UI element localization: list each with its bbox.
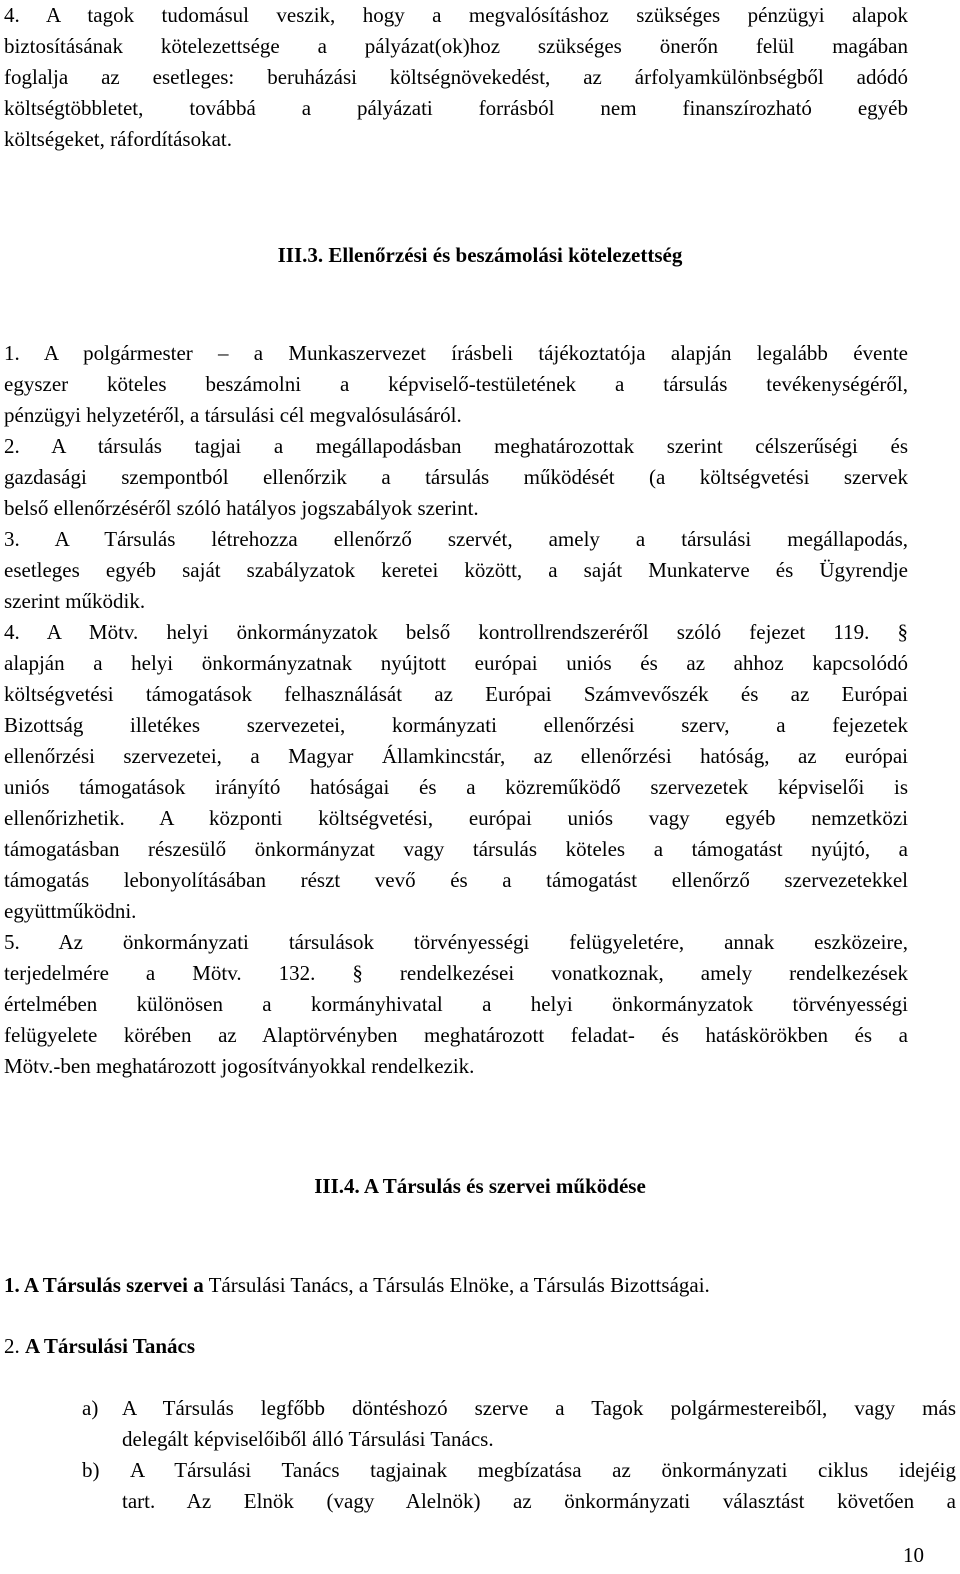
paragraph-line: támogatásban részesülő önkormányzat vagy társulás köteles a támogatást nyújtó, a [4, 837, 908, 861]
paragraph-line: pénzügyi helyzetéről, a társulási cél megvalósulásáról. [4, 403, 462, 427]
paragraph-line: költségtöbbletet, továbbá a pályázati forrásból nem finanszírozható egyéb [4, 96, 908, 120]
paragraph-line: foglalja az esetleges: beruházási költségnövekedést, az árfolyamkülönbségből adódó [4, 65, 908, 89]
paragraph-line: költségvetési támogatások felhasználását az Európai Számvevőszék és az Európai [4, 682, 908, 706]
list-item-line: A Társulás legfőbb döntéshozó szerve a Tagok polgármestereiből, vagy más [122, 1396, 956, 1420]
paragraph-line: 5. Az önkormányzati társulások törvényességi felügyeletére, annak eszközeire, [4, 930, 908, 954]
organs-text: Társulási Tanács, a Társulás Elnöke, a Társulás Bizottságai. [203, 1273, 710, 1297]
paragraph-line: gazdasági szempontból ellenőrzik a társulás működését (a költségvetési szervek [4, 465, 908, 489]
paragraph-line: uniós támogatások irányító hatóságai és a közreműködő szervezetek képviselői is [4, 775, 908, 799]
paragraph-line: értelmében különösen a kormányhivatal a helyi önkormányzatok törvényességi [4, 992, 908, 1016]
paragraph-line: biztosításának kötelezettsége a pályázat(ok)hoz szükséges önerőn felül magában [4, 34, 908, 58]
paragraph-line: Bizottság illetékes szervezetei, kormányzati ellenőrzési szerv, a fejezetek [4, 713, 908, 737]
list-item-label: a) [82, 1396, 99, 1420]
paragraph-line: 2. A társulás tagjai a megállapodásban meghatározottak szerint célszerűségi és [4, 434, 908, 458]
paragraph-line: terjedelmére a Mötv. 132. § rendelkezései vonatkoznak, amely rendelkezések [4, 961, 908, 985]
paragraph-line: ellenőrzési szervezetei, a Magyar Államkincstár, az ellenőrzési hatóság, az európai [4, 744, 908, 768]
paragraph-line: esetleges egyéb saját szabályzatok keretei között, a saját Munkaterve és Ügyrendje [4, 558, 908, 582]
list-item-line: tart. Az Elnök (vagy Alelnök) az önkormányzati választást követően a [122, 1489, 956, 1513]
paragraph-line: felügyelete körében az Alaptörvényben meghatározott feladat- és hatáskörökben és a [4, 1023, 908, 1047]
paragraph-line: 1. A polgármester – a Munkaszervezet írásbeli tájékoztatója alapján legalább évente [4, 341, 908, 365]
section-heading-iii4: III.4. A Társulás és szervei működése [314, 1174, 646, 1198]
list-item-label: b) [82, 1458, 100, 1482]
paragraph-line: támogatás lebonyolításában részt vevő és a támogatást ellenőrző szervezetekkel [4, 868, 908, 892]
paragraph-line: alapján a helyi önkormányzatnak nyújtott európai uniós és az ahhoz kapcsolódó [4, 651, 908, 675]
paragraph-line: Mötv.-ben meghatározott jogosítványokkal rendelkezik. [4, 1054, 475, 1078]
list-item-line: delegált képviselőiből álló Társulási Tanács. [122, 1427, 494, 1451]
page-number: 10 [903, 1543, 924, 1567]
paragraph-line: 3. A Társulás létrehozza ellenőrző szervét, amely a társulási megállapodás, [4, 527, 908, 551]
paragraph-line: szerint működik. [4, 589, 146, 613]
paragraph-line: 4. A tagok tudomásul veszik, hogy a megvalósításhoz szükséges pénzügyi alapok [4, 3, 908, 27]
paragraph-line: belső ellenőrzéséről szóló hatályos jogszabályok szerint. [4, 496, 479, 520]
organs-bold-text: 1. A Társulás szervei a [4, 1273, 204, 1297]
council-number: 2. [4, 1334, 25, 1358]
paragraph-line: költségeket, ráfordításokat. [4, 127, 233, 151]
section-heading-iii3: III.3. Ellenőrzési és beszámolási kötelezettség [277, 243, 683, 267]
council-heading [4, 1331, 908, 1362]
council-title: A Társulási Tanács [25, 1334, 196, 1358]
paragraph-line: egyszer köteles beszámolni a képviselő-testületének a társulás tevékenységéről, [4, 372, 908, 396]
paragraph-line: ellenőrizhetik. A központi költségvetési, európai uniós vagy egyéb nemzetközi [4, 806, 908, 830]
paragraph-line: 4. A Mötv. helyi önkormányzatok belső kontrollrendszeréről szóló fejezet 119. § [4, 620, 908, 644]
list-item-line: A Társulási Tanács tagjainak megbízatása az önkormányzati ciklus idejéig [130, 1458, 956, 1482]
organs-line [4, 1270, 908, 1301]
paragraph-line: együttműködni. [4, 899, 137, 923]
